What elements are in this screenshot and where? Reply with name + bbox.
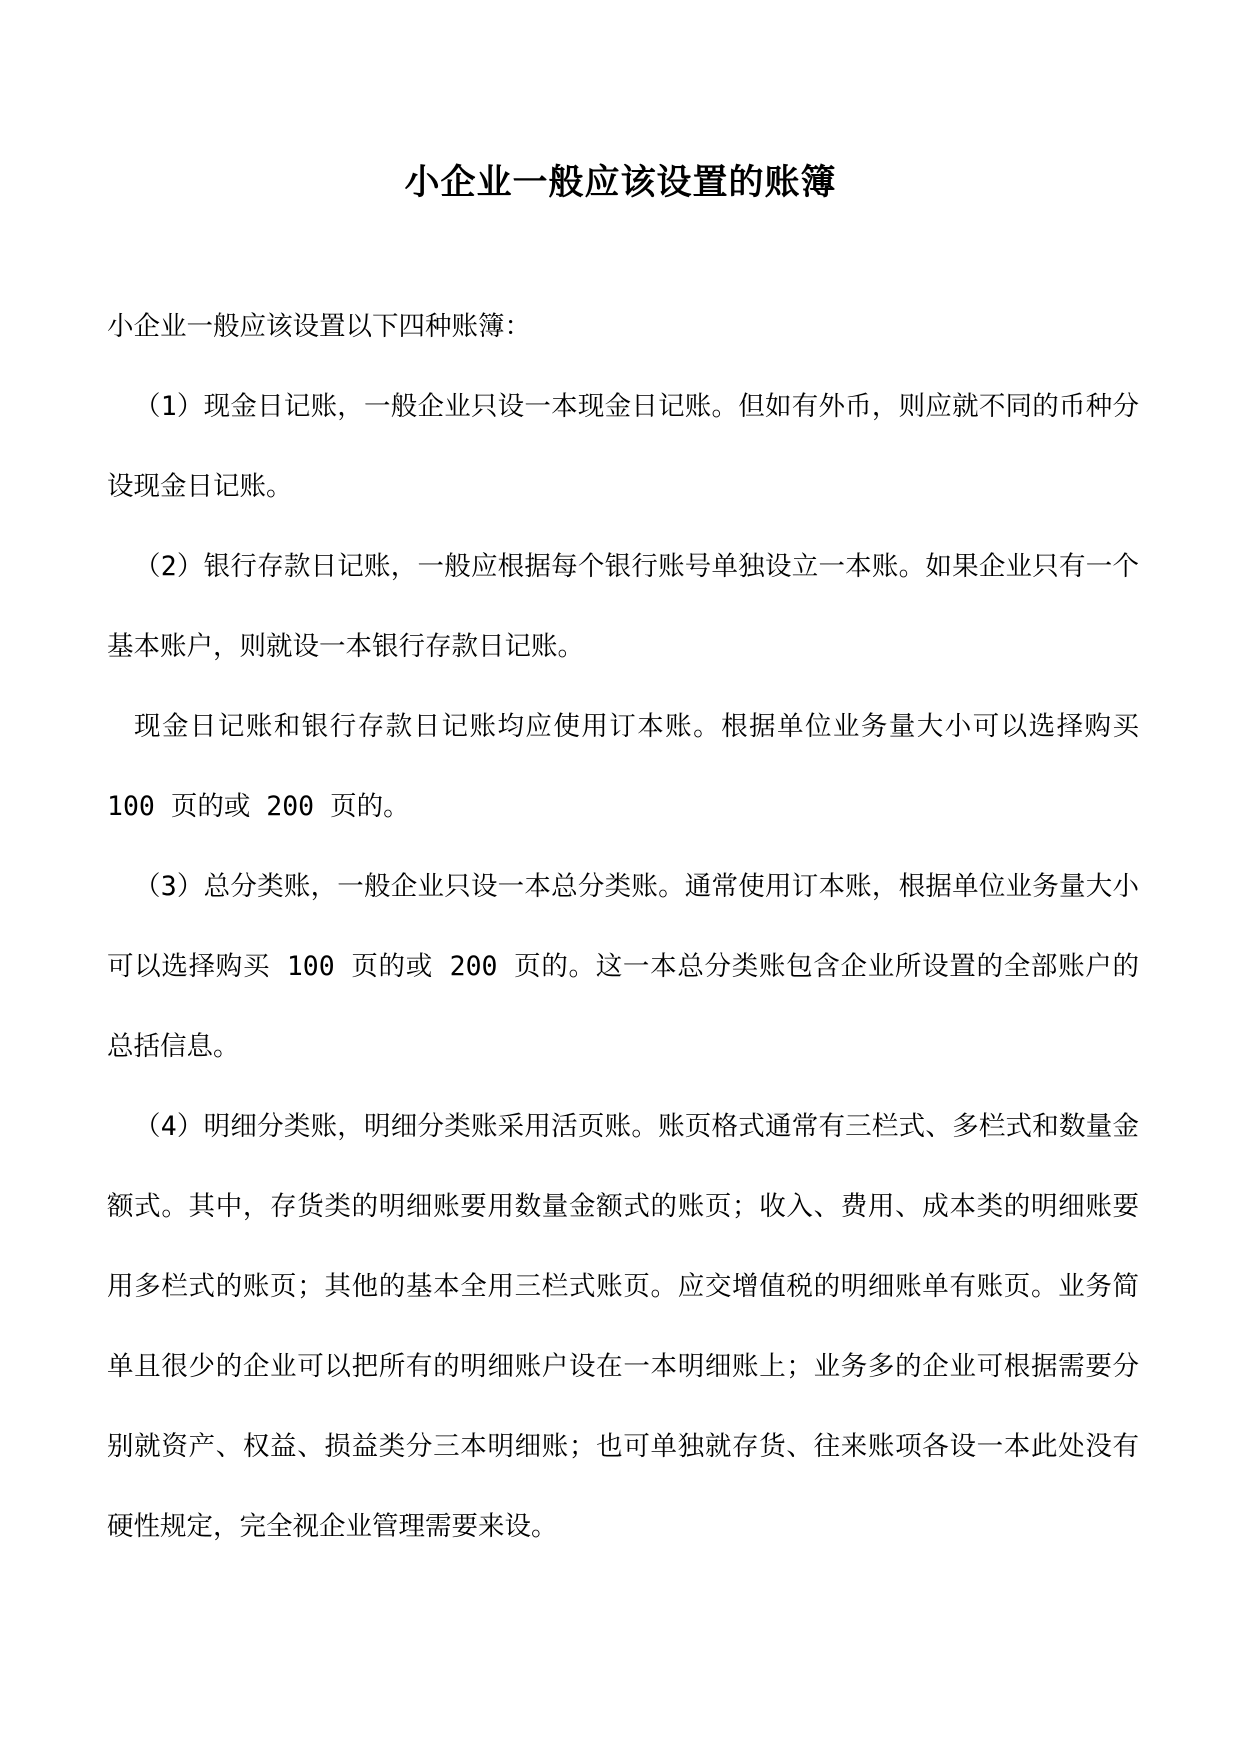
paragraph-bound-book-note: 现金日记账和银行存款日记账均应使用订本账。根据单位业务量大小可以选择购买 100 页的或 200 页的。: [107, 711, 1139, 822]
document-title: 小企业一般应该设置的账簿: [404, 162, 837, 203]
intro-paragraph: 小企业一般应该设置以下四种账簿：: [107, 311, 531, 342]
paragraph-subsidiary-ledger: （4）明细分类账，明细分类账采用活页账。账页格式通常有三栏式、多栏式和数量金额式。其中，存货类的明细账要用数量金额式的账页；收入、费用、成本类的明细账要用多栏式的账页；其他的基本全用三栏式账页。应交增值税的明细账单有账页。业务简单且很少的企业可以把所有的明细账户设在一本明细账上；业务多的企业可根据需要分别就资产、权益、损益类分三本明细账；也可单独就存货、往来账项各设一本此处没有硬性规定，完全视企业管理需要来设。: [107, 1111, 1139, 1542]
paragraph-general-ledger: （3）总分类账，一般企业只设一本总分类账。通常使用订本账，根据单位业务量大小可以选择购买 100 页的或 200 页的。这一本总分类账包含企业所设置的全部账户的总括信息。: [107, 871, 1139, 1062]
paragraph-bank-journal: （2）银行存款日记账，一般应根据每个银行账号单独设立一本账。如果企业只有一个基本账户，则就设一本银行存款日记账。: [107, 551, 1139, 662]
document-body: [107, 287, 1139, 1567]
paragraph-cash-journal: （1）现金日记账，一般企业只设一本现金日记账。但如有外币，则应就不同的币种分设现金日记账。: [107, 391, 1139, 502]
